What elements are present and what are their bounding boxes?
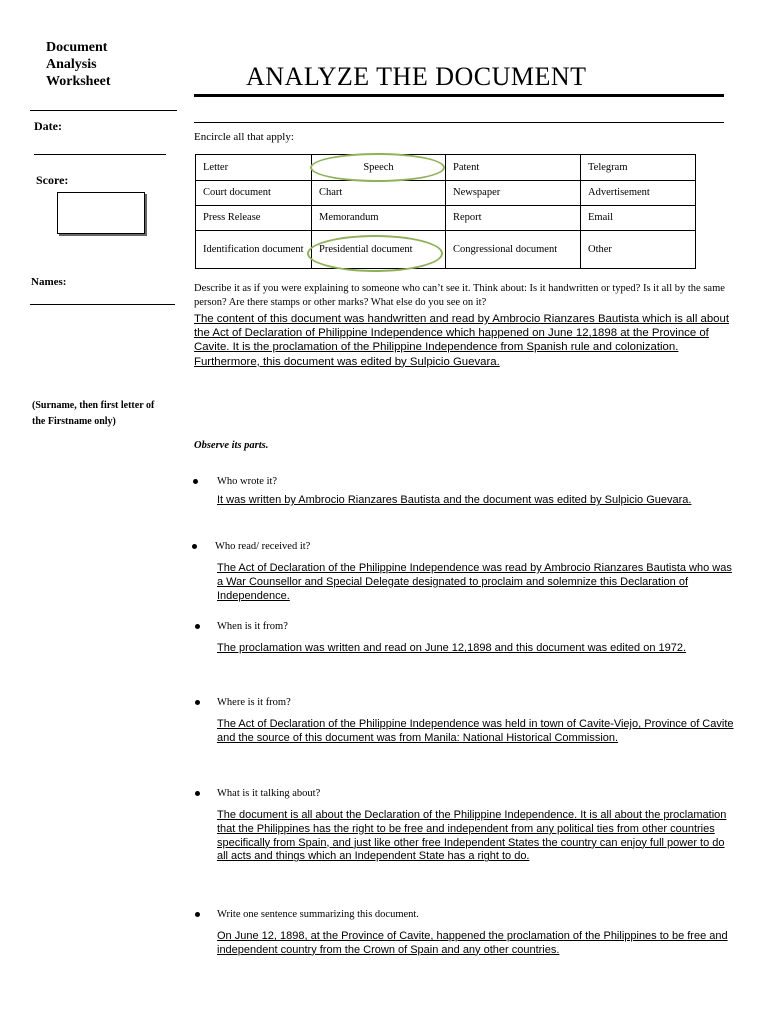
names-field[interactable] [30,304,175,305]
bullet-icon [195,624,200,629]
speech-circle-mark [310,153,445,182]
option-memorandum[interactable]: Memorandum [312,206,446,231]
answer-what-about[interactable]: The document is all about the Declaration of the Philippine Independence. It is all about the proclamation that the Philippines has the right to be free and independent from any political ties from other countries specifically from Spain, and just like other free Independent States the country can enjoy full power to do all acts and things which an Independent State has a right to do. [217,809,727,863]
bullet-icon [195,700,200,705]
names-label: Names: [31,276,67,288]
option-advertisement[interactable]: Advertisement [581,181,696,206]
option-telegram[interactable]: Telegram [581,155,696,181]
answer-summary[interactable]: On June 12, 1898, at the Province of Cavite, happened the proclamation of the Philippines to be free and independent country from the Crown of Spain and any other countries. [217,930,728,956]
question-text: Write one sentence summarizing this document. [217,909,419,920]
describe-prompt: Describe it as if you were explaining to someone who can’t see it. Think about: Is it handwritten or typed? Is it all by the same person? Are there stamps or other marks? What else do you see on it? [194,283,725,308]
question-text: Who read/ received it? [215,541,311,552]
option-press-release[interactable]: Press Release [196,206,312,231]
bullet-icon [195,791,200,796]
table-row [196,231,696,269]
option-newspaper[interactable]: Newspaper [446,181,581,206]
option-report[interactable]: Report [446,206,581,231]
option-congressional-document[interactable]: Congressional document [446,231,581,269]
question-where [195,697,291,708]
date-field[interactable] [34,154,166,155]
observe-heading: Observe its parts. [194,440,269,451]
worksheet-label-line: Worksheet [46,74,111,89]
answer-when[interactable]: The proclamation was written and read on June 12,1898 and this document was edited on 1972. [217,642,687,654]
question-text: Where is it from? [217,697,291,708]
question-who-wrote [193,476,277,487]
question-text: When is it from? [217,621,288,632]
page-title: ANALYZE THE DOCUMENT [246,62,587,91]
option-chart[interactable]: Chart [312,181,446,206]
option-identification-document[interactable]: Identification document [196,231,312,269]
worksheet-label-line: Analysis [46,57,97,72]
worksheet-label-line: Document [46,40,108,55]
document-type-table [195,154,696,269]
bullet-icon [195,912,200,917]
score-label: Score: [36,173,69,187]
describe-answer[interactable]: The content of this document was handwritten and read by Ambrocio Rianzares Bautista which is all about the Act of Declaration of Philippine Independence which happened on June 12,1898 at the Province of Cavite. It is the proclamation of the Philippine Independence from Spanish rule and colonization. Furthermore, this document was edited by Sulpicio Guevara. [194,313,730,368]
title-rule-thin [194,122,724,123]
question-who-read [192,541,310,552]
option-speech[interactable]: Speech [312,155,446,181]
option-presidential-document[interactable]: Presidential document [312,231,446,269]
sidebar-divider [30,110,177,111]
answer-who-wrote[interactable]: It was written by Ambrocio Rianzares Bautista and the document was edited by Sulpicio Guevara. [217,494,692,506]
option-other[interactable]: Other [581,231,696,269]
table-row [196,181,696,206]
answer-who-read[interactable]: The Act of Declaration of the Philippine Independence was read by Ambrocio Rianzares Bautista who was a War Counsellor and Special Delegate designated to proclaim and solemnize this Declaration of Independence. [217,562,732,602]
bullet-icon [192,544,197,549]
table-row [196,155,696,181]
question-text: What is it talking about? [217,788,321,799]
option-letter[interactable]: Letter [196,155,312,181]
names-instruction-line: the Firstname only) [32,416,116,427]
option-court-document[interactable]: Court document [196,181,312,206]
answer-where[interactable]: The Act of Declaration of the Philippine Independence was held in town of Cavite-Viejo, Province of Cavite and the source of this document was from Manila: National Historical Commission. [217,718,734,744]
question-when [195,621,288,632]
question-what-about [195,788,320,799]
names-instruction-line: (Surname, then first letter of [32,400,155,411]
presidential-circle-mark [307,235,443,272]
bullet-icon [193,479,198,484]
date-label: Date: [34,119,62,133]
question-summary [195,909,419,920]
option-patent[interactable]: Patent [446,155,581,181]
table-row [196,206,696,231]
question-text: Who wrote it? [217,476,278,487]
option-email[interactable]: Email [581,206,696,231]
names-instruction [32,398,182,430]
worksheet-label [46,39,111,90]
encircle-instruction: Encircle all that apply: [194,131,294,143]
score-box[interactable] [57,192,145,234]
title-rule-thick [194,94,724,97]
